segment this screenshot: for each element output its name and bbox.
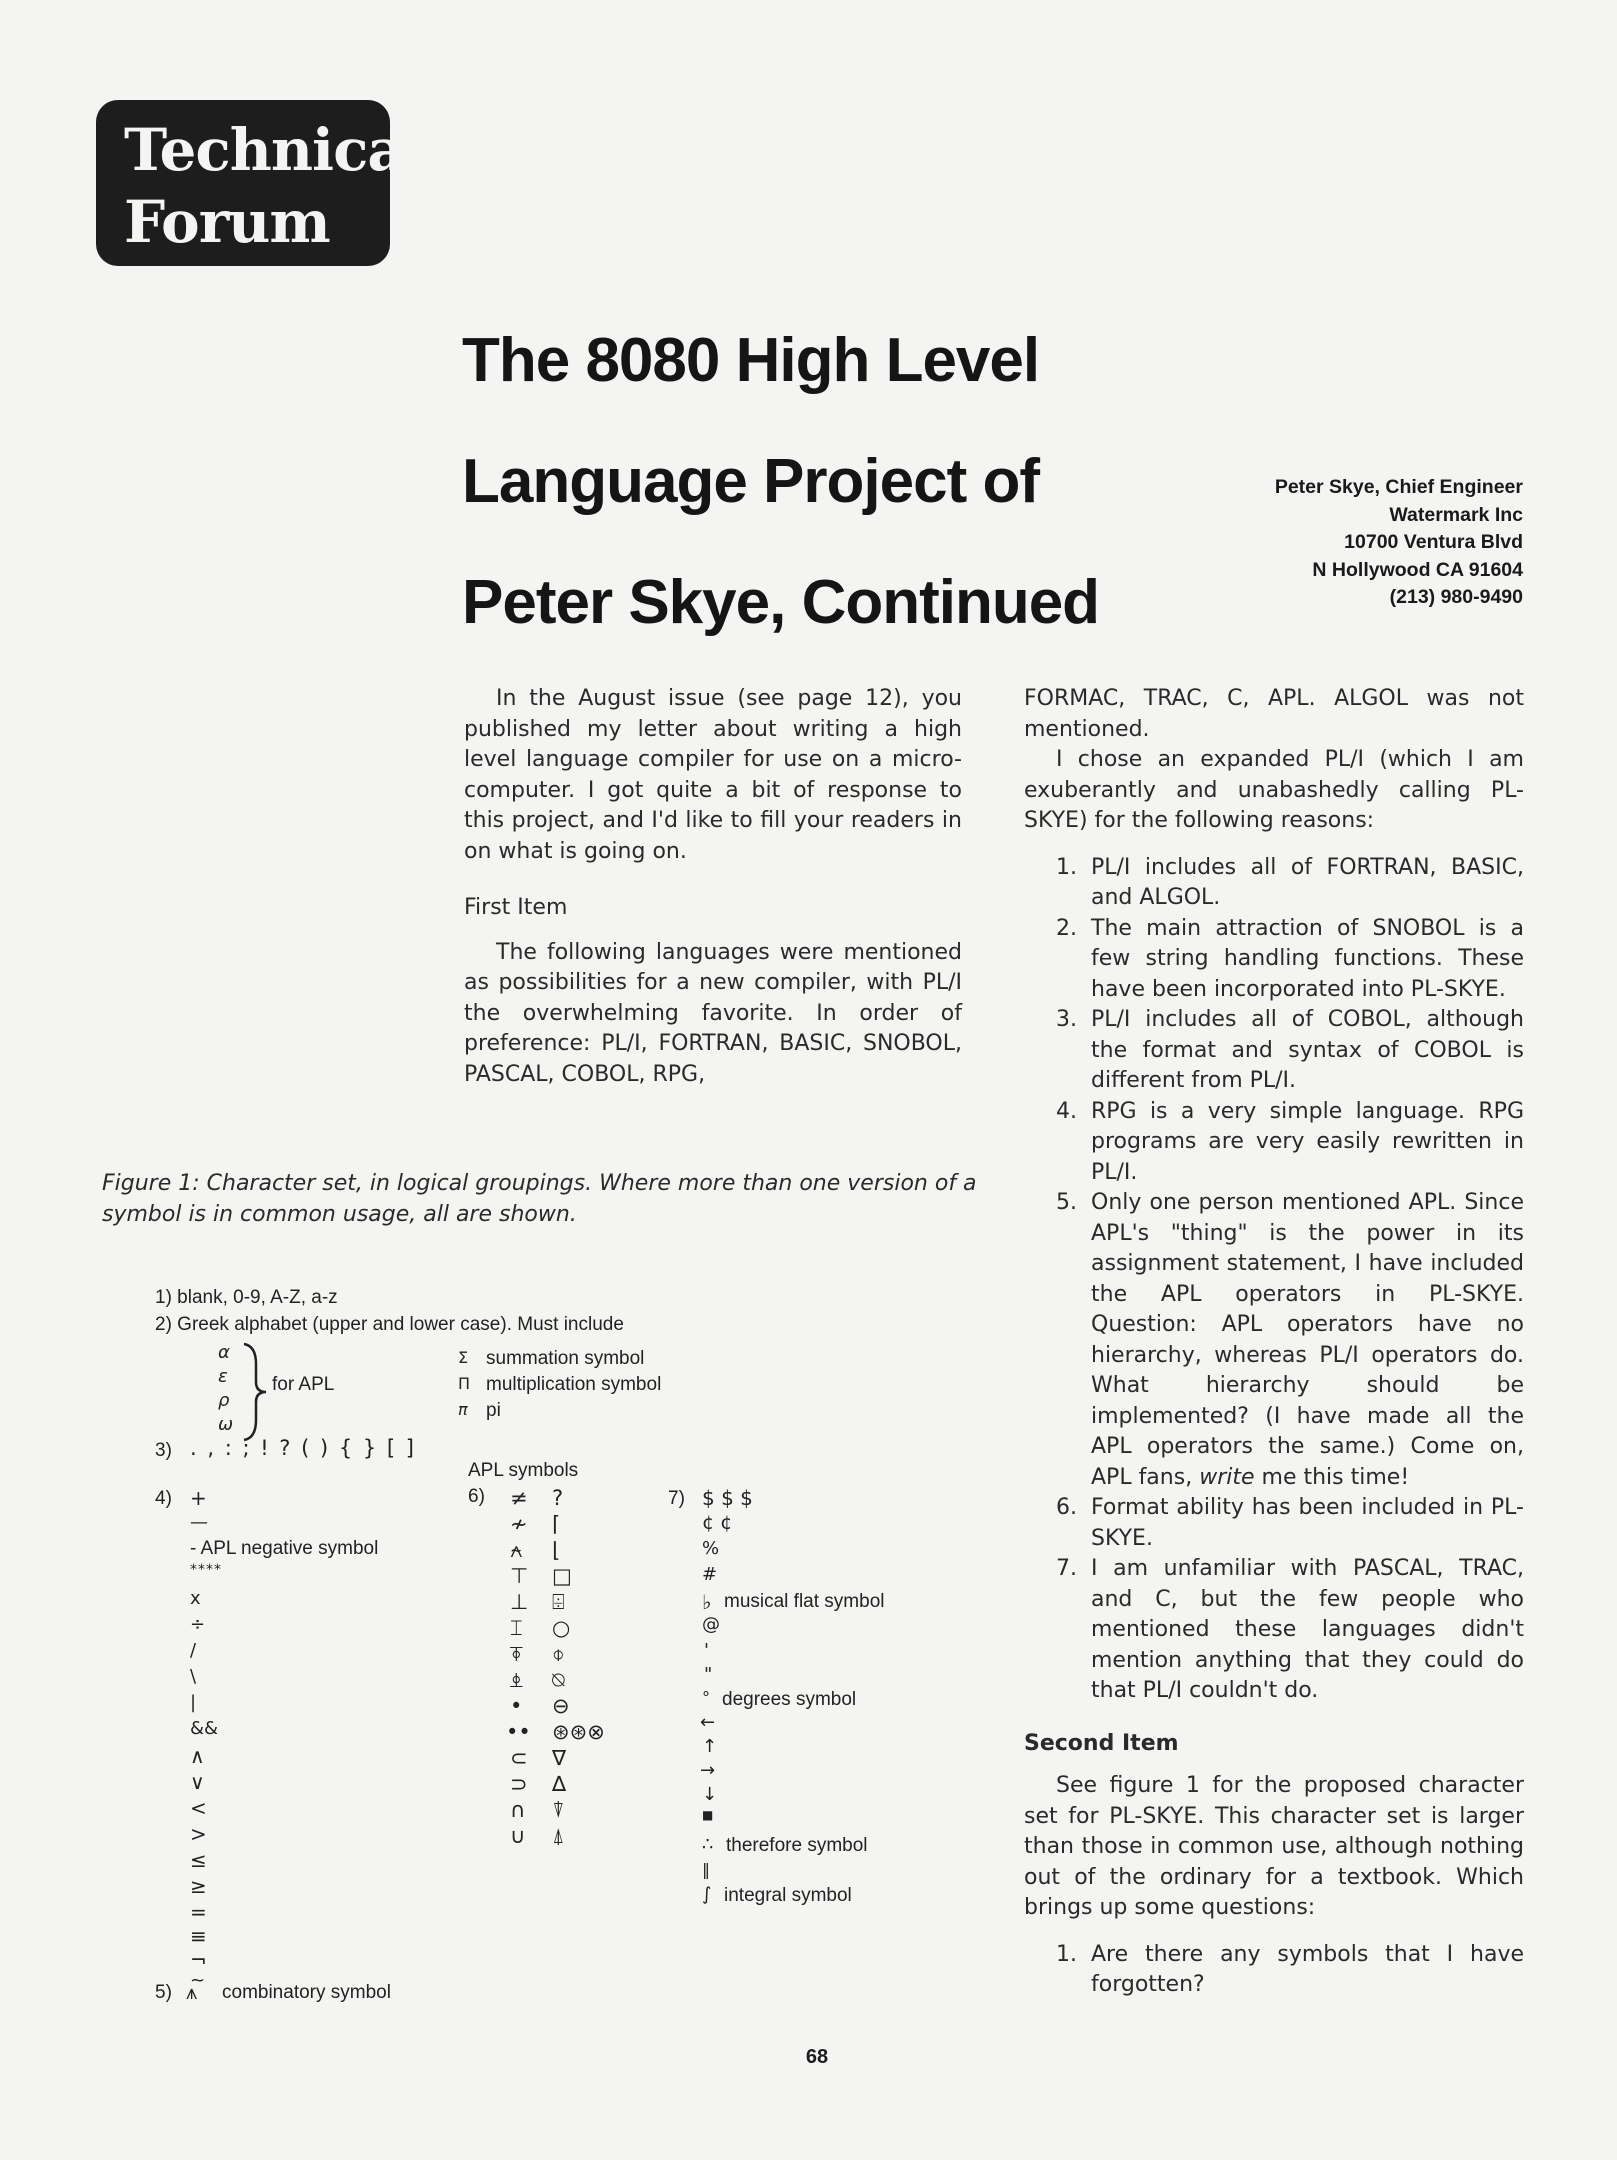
- apl-symbol: ⊛⊛⊗: [552, 1720, 605, 1744]
- group-2: 2) Greek alphabet (upper and lower case). Must include: [155, 1314, 624, 1335]
- address-line: N Hollywood CA 91604: [1312, 558, 1523, 581]
- for-apl-label: for APL: [272, 1374, 335, 1395]
- operator-symbol: ≡: [190, 1924, 207, 1948]
- right-arrow: →: [700, 1760, 716, 1781]
- apl-symbol: ⌈: [552, 1512, 561, 1536]
- group-3-number: 3): [155, 1440, 172, 1461]
- dollar-symbols: $ $ $: [702, 1486, 753, 1510]
- flat-label: musical flat symbol: [724, 1591, 885, 1612]
- apl-symbol: ⌽: [552, 1642, 565, 1666]
- up-arrow: ↑: [702, 1736, 718, 1757]
- title-line-3: Peter Skye, Continued: [462, 568, 1100, 637]
- charset-paragraph: See figure 1 for the proposed character set for PL-SKYE. This character set is larger than those in common use, although nothing out of the ordinary for a textbook. Which brings up some questions:: [1024, 1773, 1524, 1920]
- operator-symbol: \: [190, 1666, 197, 1687]
- apl-symbol: •: [510, 1694, 523, 1718]
- apl-symbol: ∪: [510, 1824, 526, 1848]
- apl-symbol: ∇: [552, 1746, 567, 1770]
- second-item-heading: Second Item: [1024, 1730, 1179, 1756]
- apl-symbol: ••: [506, 1720, 531, 1744]
- pi-product-symbol: Π: [458, 1374, 471, 1393]
- group-7-number: 7): [668, 1488, 685, 1509]
- operator-symbol: x: [190, 1588, 201, 1609]
- apl-symbol: ⊥: [510, 1590, 529, 1614]
- greek-alpha: α: [218, 1342, 230, 1363]
- list-item: 5. Only one person mentioned APL. Since APL's "thing" is the power in its assignment statement, I have included the APL operators in PL-SKYE. Question: APL operators have no hierarchy, whereas PL/I operators do. What hierarchy should be implemented? (I have made all the APL operators the same.) Come on, APL fans, write me this time!: [1056, 1190, 1524, 1490]
- first-item-heading: First Item: [464, 895, 568, 920]
- languages-paragraph: The following languages were mentioned as possibilities for a new compiler, with PL/I the overwhelming favorite. In order of preference: PL/I, FORTRAN, BASIC, SNOBOL, PASCAL, COBOL, RPG,: [464, 939, 962, 1087]
- list-item: 2. The main attraction of SNOBOL is a few string handling functions. These have been incorporated into PL-SKYE.: [1056, 915, 1524, 1002]
- apl-symbol: ⍎: [510, 1668, 523, 1692]
- list-item: 4. RPG is a very simple language. RPG programs are very easily rewritten in PL/I.: [1056, 1098, 1524, 1185]
- list-item: 7. I am unfamiliar with PASCAL, TRAC, and C, but the few people who mentioned these languages didn't mention anything that they could do that PL/I couldn't do.: [1056, 1556, 1524, 1703]
- apl-symbol: ⊤: [510, 1564, 529, 1588]
- apl-symbol: ⍋: [552, 1824, 565, 1848]
- operator-symbol: ≤: [190, 1848, 207, 1872]
- greek-rho: ρ: [218, 1390, 230, 1411]
- flat-symbol: ♭: [702, 1590, 712, 1614]
- list-item: 6. Format ability has been included in PL-SKYE.: [1056, 1495, 1524, 1551]
- intro-paragraph: In the August issue (see page 12), you published my letter about writing a high level language compiler for use on a micro-computer. I got quite a bit of response to this project, and I'd like to fill your readers in on what is going on.: [464, 686, 962, 864]
- degree-label: degrees symbol: [722, 1689, 857, 1710]
- apl-symbol: ⊃: [510, 1772, 528, 1796]
- address-line: (213) 980-9490: [1389, 586, 1523, 608]
- apl-symbols-heading: APL symbols: [468, 1460, 579, 1481]
- apl-symbol: ⍒: [552, 1798, 565, 1822]
- therefore-label: therefore symbol: [726, 1835, 868, 1856]
- badge-line-2: Forum: [124, 188, 330, 256]
- apl-symbol: ≁: [510, 1512, 528, 1536]
- badge-line-1: Technical: [124, 116, 426, 184]
- asterisks: ****: [190, 1562, 222, 1578]
- operator-symbol: ∧: [190, 1744, 205, 1768]
- operator-symbol: >: [190, 1822, 207, 1846]
- apl-symbol: ∆: [552, 1772, 567, 1796]
- group-5-number: 5): [155, 1982, 172, 2003]
- apl-symbol: ⍲: [510, 1538, 523, 1562]
- operator-symbol: ÷: [190, 1614, 206, 1635]
- apl-symbol: ⊂: [510, 1746, 528, 1770]
- list-item: 1. Are there any symbols that I have forgotten?: [1056, 1941, 1524, 1997]
- operator-symbol: ≥: [190, 1874, 207, 1898]
- apl-symbol: ⌊: [552, 1538, 561, 1562]
- apostrophe-symbol: ': [704, 1640, 709, 1661]
- integral-symbol: ∫: [702, 1884, 712, 1905]
- title-line-2: Language Project of: [462, 447, 1039, 516]
- apl-symbol: ⊖: [552, 1694, 570, 1718]
- greek-brace: [240, 1342, 270, 1442]
- operator-symbol: |: [190, 1692, 197, 1713]
- figure-caption: Figure 1: Character set, in logical groupings. Where more than one version of a symbol is in common usage, all are shown.: [102, 1171, 977, 1227]
- apl-symbol: ○: [552, 1616, 571, 1640]
- apl-symbol: ⌶: [510, 1616, 523, 1640]
- combinatory-symbol: ⩚: [186, 1980, 198, 2004]
- group-6-number: 6): [468, 1486, 485, 1507]
- apl-negative-label: - APL negative symbol: [190, 1538, 379, 1559]
- apl-symbol: □: [552, 1564, 572, 1588]
- cent-symbols: ¢ ¢: [702, 1512, 733, 1534]
- integral-label: integral symbol: [724, 1885, 852, 1906]
- apl-symbol: ⌹: [552, 1590, 565, 1614]
- list-item: 1. PL/I includes all of FORTRAN, BASIC, and ALGOL.: [1056, 854, 1524, 910]
- sigma-label: summation symbol: [486, 1348, 645, 1369]
- continued-paragraph: FORMAC, TRAC, C, APL. ALGOL was not mentioned.: [1024, 686, 1524, 742]
- at-symbol: @: [702, 1614, 720, 1635]
- operator-symbol: <: [190, 1796, 207, 1820]
- down-arrow: ↓: [702, 1784, 718, 1805]
- greek-epsilon: ε: [218, 1366, 228, 1387]
- apl-symbol: ?: [552, 1486, 564, 1510]
- operator-symbol: /: [190, 1640, 197, 1661]
- group-4-number: 4): [155, 1488, 172, 1509]
- reasons-intro: I chose an expanded PL/I (which I am exuberantly and unabashedly calling PL-SKYE) for the following reasons:: [1024, 747, 1524, 833]
- quote-symbol: ": [704, 1664, 713, 1685]
- operator-symbol: ∨: [190, 1770, 205, 1794]
- page-number: 68: [805, 2046, 829, 2068]
- minus-symbol: —: [190, 1512, 208, 1533]
- hash-symbol: #: [702, 1564, 718, 1585]
- combinatory-label: combinatory symbol: [222, 1982, 391, 2003]
- group-1: 1) blank, 0-9, A-Z, a-z: [155, 1287, 338, 1308]
- apl-symbol: ∩: [510, 1798, 526, 1822]
- list-item: 3. PL/I includes all of COBOL, although the format and syntax of COBOL is different from PL/I.: [1056, 1007, 1524, 1093]
- sigma-symbol: Σ: [458, 1348, 469, 1367]
- therefore-symbol: ∴: [702, 1834, 714, 1855]
- apl-symbol: ⍕: [510, 1642, 523, 1666]
- left-arrow: ←: [700, 1712, 716, 1733]
- pi-product-label: multiplication symbol: [486, 1374, 662, 1395]
- operator-symbol: ~: [190, 1970, 206, 1991]
- punctuation-symbols: . , : ; ! ? ( ) { } [ ]: [190, 1436, 416, 1460]
- title-line-1: The 8080 High Level: [462, 326, 1040, 395]
- apl-symbol: ≠: [510, 1486, 528, 1510]
- address-line: Peter Skye, Chief Engineer: [1274, 476, 1523, 498]
- degree-symbol: °: [702, 1688, 710, 1707]
- operator-symbol: =: [190, 1900, 207, 1924]
- address-line: Watermark Inc: [1389, 503, 1523, 526]
- greek-omega: ω: [218, 1414, 234, 1435]
- plus-symbol: +: [190, 1486, 207, 1510]
- square-symbol: ■: [702, 1808, 714, 1822]
- operator-symbol: ¬: [190, 1948, 207, 1972]
- address-line: 10700 Ventura Blvd: [1344, 531, 1523, 553]
- pi-symbol: π: [458, 1400, 468, 1419]
- percent-symbol: %: [702, 1538, 720, 1559]
- pi-label: pi: [486, 1400, 501, 1421]
- operator-symbol: &&: [190, 1718, 219, 1739]
- apl-symbol: ⍉: [552, 1668, 565, 1692]
- parallel-symbol: ‖: [702, 1860, 710, 1879]
